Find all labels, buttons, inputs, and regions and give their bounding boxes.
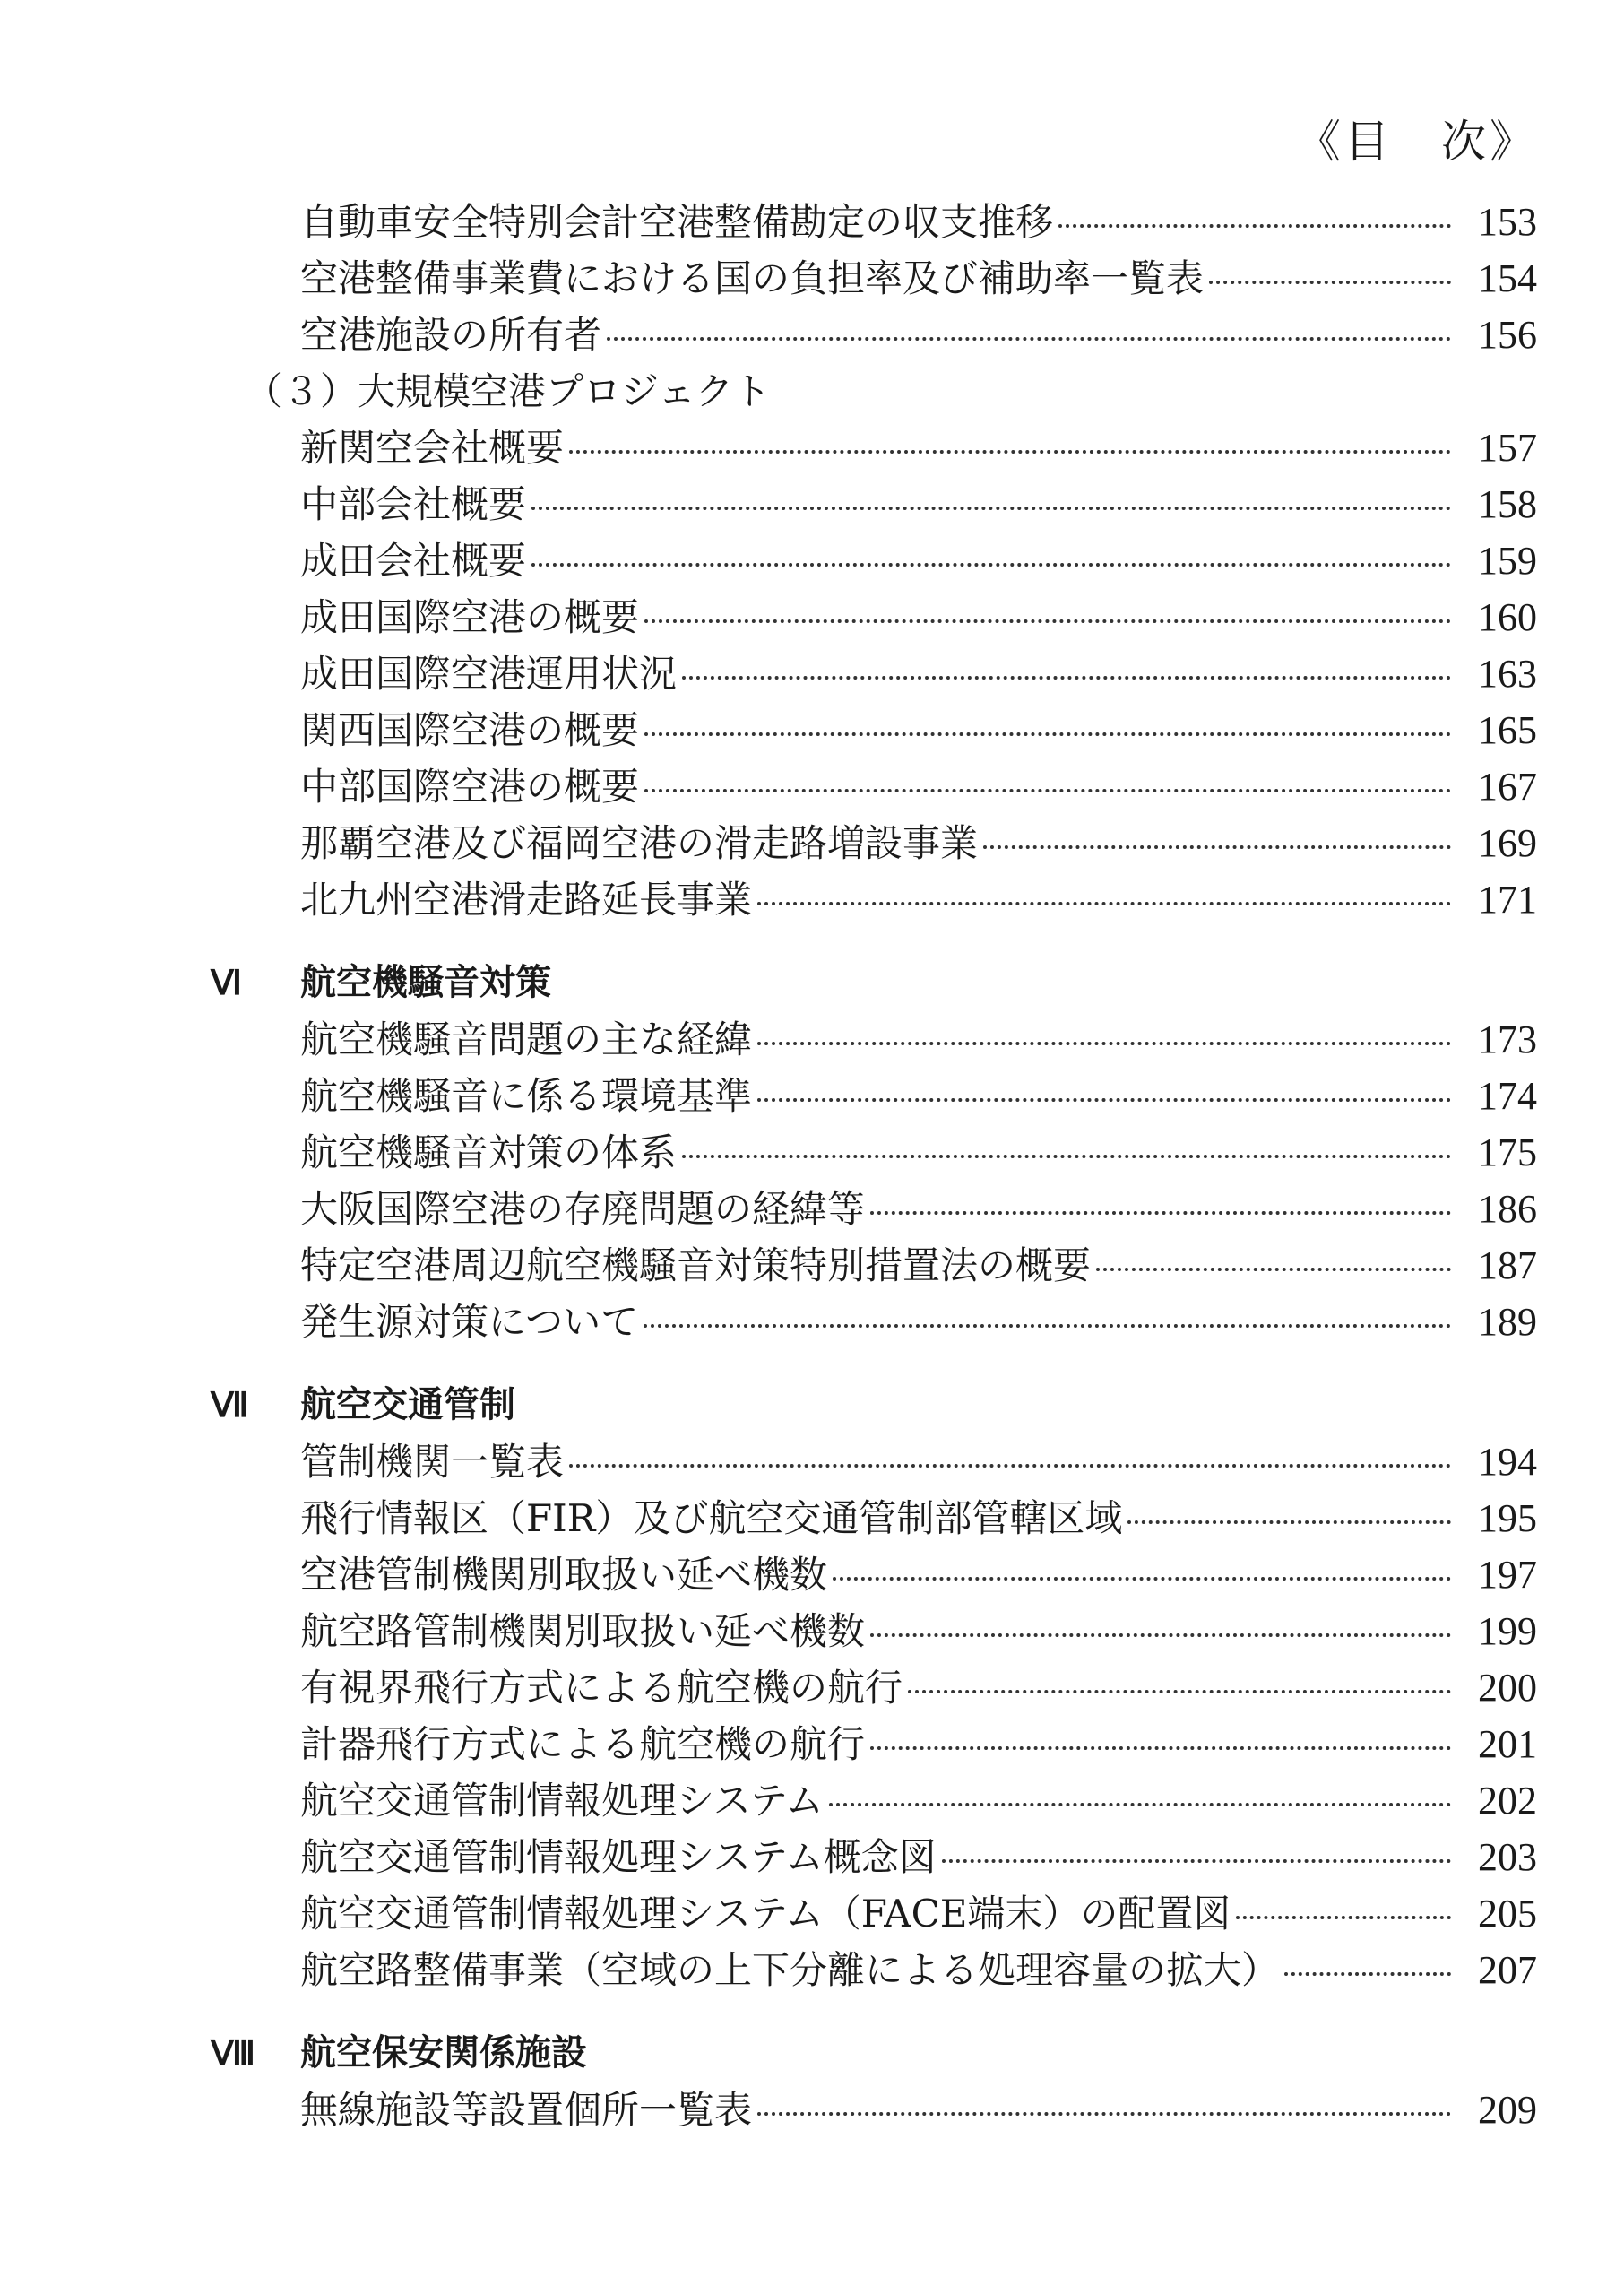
toc-entry-page: 187 bbox=[1478, 1243, 1537, 1287]
toc-entry-title: 航空交通管制情報処理システム概念図 bbox=[300, 1835, 937, 1879]
section-heading bbox=[211, 954, 1537, 1010]
dot-leader bbox=[757, 2111, 1451, 2116]
toc-entry-page: 207 bbox=[1478, 1948, 1537, 1992]
dot-leader bbox=[908, 1689, 1451, 1693]
toc-entry bbox=[211, 1236, 1537, 1293]
toc-entry-page: 173 bbox=[1478, 1018, 1537, 1061]
dot-leader bbox=[870, 1210, 1451, 1215]
toc-entry-page: 201 bbox=[1478, 1722, 1537, 1766]
dot-leader bbox=[983, 844, 1451, 849]
toc-entry-page: 163 bbox=[1478, 652, 1537, 696]
toc-entry bbox=[211, 1489, 1537, 1546]
dot-leader bbox=[829, 1802, 1451, 1806]
toc-entry bbox=[211, 532, 1537, 588]
toc-entry-title: 空港管制機関別取扱い延べ機数 bbox=[300, 1553, 828, 1597]
toc-entry bbox=[211, 2081, 1537, 2137]
toc-entry-page: 154 bbox=[1478, 256, 1537, 300]
toc-entry-page: 194 bbox=[1478, 1440, 1537, 1484]
toc-entry bbox=[211, 645, 1537, 701]
toc-entry bbox=[211, 475, 1537, 532]
toc-entry bbox=[211, 1658, 1537, 1715]
toc-entry bbox=[211, 1828, 1537, 1884]
toc-entry bbox=[211, 814, 1537, 870]
toc-entry-title: 空港施設の所有者 bbox=[300, 313, 602, 357]
toc-entry-title: 自動車安全特別会計空港整備勘定の収支推移 bbox=[300, 200, 1054, 244]
toc-entry bbox=[211, 249, 1537, 306]
toc-entry-title: 大阪国際空港の存廃問題の経緯等 bbox=[300, 1187, 866, 1231]
toc-entry-title: 那覇空港及び福岡空港の滑走路増設事業 bbox=[300, 821, 979, 865]
dot-leader bbox=[644, 1323, 1451, 1328]
toc-entry-title: 管制機関一覧表 bbox=[300, 1440, 565, 1484]
dot-leader bbox=[644, 619, 1451, 623]
page-header: 《目 次》 bbox=[1296, 116, 1538, 168]
toc-entry-title: 中部会社概要 bbox=[300, 482, 527, 526]
toc-entry-title: 北九州空港滑走路延長事業 bbox=[300, 878, 753, 922]
dot-leader bbox=[682, 675, 1451, 680]
section-numeral: Ⅷ bbox=[211, 2035, 256, 2073]
dot-leader bbox=[1284, 1971, 1451, 1976]
toc-entry-title: 成田国際空港運用状況 bbox=[300, 652, 678, 696]
toc-entry bbox=[211, 1067, 1537, 1123]
toc-entry-page: 160 bbox=[1478, 595, 1537, 639]
toc-entry bbox=[211, 1433, 1537, 1489]
toc-entry bbox=[211, 1180, 1537, 1236]
toc-entry-page: 175 bbox=[1478, 1130, 1537, 1174]
toc-entry-title: 有視界飛行方式による航空機の航行 bbox=[300, 1666, 903, 1710]
toc-entry-title: 新関空会社概要 bbox=[300, 426, 565, 470]
section-heading bbox=[211, 1376, 1537, 1433]
subsection-label: （３）大規模空港プロジェクト bbox=[245, 369, 772, 413]
toc-entry bbox=[211, 1546, 1537, 1602]
subsection-heading bbox=[211, 362, 1537, 419]
toc-entry-title: 航空交通管制情報処理システム bbox=[300, 1779, 824, 1823]
toc-entry-title: 空港整備事業費における国の負担率及び補助率一覧表 bbox=[300, 256, 1205, 300]
dot-leader bbox=[870, 1632, 1451, 1637]
toc-entry-page: 159 bbox=[1478, 539, 1537, 583]
toc-entry-page: 189 bbox=[1478, 1300, 1537, 1344]
toc-entry-page: 186 bbox=[1478, 1187, 1537, 1231]
dot-leader bbox=[757, 1097, 1451, 1102]
dot-leader bbox=[644, 788, 1451, 792]
toc-entry bbox=[211, 1293, 1537, 1349]
toc-entry bbox=[211, 193, 1537, 249]
dot-leader bbox=[569, 1463, 1451, 1468]
table-of-contents bbox=[211, 193, 1537, 2137]
toc-entry-title: 航空路管制機関別取扱い延べ機数 bbox=[300, 1609, 866, 1653]
section-title: 航空機騒音対策 bbox=[300, 962, 551, 1003]
section-numeral: Ⅵ bbox=[211, 965, 243, 1002]
toc-entry-title: 航空交通管制情報処理システム（FACE端末）の配置図 bbox=[300, 1892, 1231, 1936]
toc-entry-title: 発生源対策について bbox=[300, 1300, 639, 1344]
dot-leader bbox=[569, 449, 1451, 454]
toc-entry-title: 成田会社概要 bbox=[300, 539, 527, 583]
dot-leader bbox=[644, 732, 1451, 736]
toc-entry-page: 153 bbox=[1478, 200, 1537, 244]
toc-entry-page: 167 bbox=[1478, 765, 1537, 809]
section-heading bbox=[211, 2024, 1537, 2081]
toc-entry-page: 202 bbox=[1478, 1779, 1537, 1823]
toc-entry bbox=[211, 701, 1537, 758]
dot-leader bbox=[870, 1745, 1451, 1750]
toc-entry-title: 中部国際空港の概要 bbox=[300, 765, 640, 809]
dot-leader bbox=[682, 1154, 1451, 1158]
toc-entry-page: 200 bbox=[1478, 1666, 1537, 1710]
dot-leader bbox=[757, 901, 1451, 905]
toc-entry-page: 209 bbox=[1478, 2088, 1537, 2132]
dot-leader bbox=[1236, 1915, 1451, 1919]
toc-entry-title: 航空路整備事業（空域の上下分離による処理容量の拡大） bbox=[300, 1948, 1280, 1992]
toc-entry bbox=[211, 1123, 1537, 1180]
toc-entry-title: 航空機騒音対策の体系 bbox=[300, 1130, 678, 1174]
toc-entry-page: 158 bbox=[1478, 482, 1537, 526]
toc-entry bbox=[211, 419, 1537, 475]
section-title: 航空交通管制 bbox=[300, 1384, 515, 1425]
toc-entry bbox=[211, 1941, 1537, 1997]
toc-entry-title: 関西国際空港の概要 bbox=[300, 708, 640, 752]
toc-entry bbox=[211, 306, 1537, 362]
toc-entry-title: 特定空港周辺航空機騒音対策特別措置法の概要 bbox=[300, 1243, 1092, 1287]
toc-entry-title: 飛行情報区（FIR）及び航空交通管制部管轄区域 bbox=[300, 1496, 1123, 1540]
toc-entry bbox=[211, 870, 1537, 927]
dot-leader bbox=[531, 506, 1451, 510]
toc-entry-page: 165 bbox=[1478, 708, 1537, 752]
dot-leader bbox=[1209, 280, 1451, 284]
toc-entry-page: 156 bbox=[1478, 313, 1537, 357]
toc-entry bbox=[211, 1602, 1537, 1658]
dot-leader bbox=[531, 562, 1451, 567]
dot-leader bbox=[942, 1858, 1451, 1863]
dot-leader bbox=[833, 1576, 1451, 1581]
dot-leader bbox=[757, 1041, 1451, 1045]
toc-entry-page: 171 bbox=[1478, 878, 1537, 922]
toc-entry-page: 197 bbox=[1478, 1553, 1537, 1597]
toc-entry bbox=[211, 1771, 1537, 1828]
toc-entry-page: 174 bbox=[1478, 1074, 1537, 1118]
toc-entry-page: 203 bbox=[1478, 1835, 1537, 1879]
toc-entry bbox=[211, 1884, 1537, 1941]
toc-entry-title: 航空機騒音問題の主な経緯 bbox=[300, 1018, 753, 1061]
dot-leader bbox=[607, 336, 1451, 341]
toc-entry-page: 205 bbox=[1478, 1892, 1537, 1936]
toc-entry-title: 無線施設等設置個所一覧表 bbox=[300, 2088, 753, 2132]
dot-leader bbox=[1058, 223, 1451, 228]
dot-leader bbox=[1127, 1520, 1451, 1524]
toc-entry-title: 成田国際空港の概要 bbox=[300, 595, 640, 639]
toc-entry-page: 199 bbox=[1478, 1609, 1537, 1653]
toc-entry-page: 169 bbox=[1478, 821, 1537, 865]
toc-entry bbox=[211, 588, 1537, 645]
section-title: 航空保安関係施設 bbox=[300, 2032, 587, 2074]
dot-leader bbox=[1096, 1267, 1451, 1271]
toc-entry bbox=[211, 1715, 1537, 1771]
toc-entry-title: 航空機騒音に係る環境基準 bbox=[300, 1074, 753, 1118]
toc-entry bbox=[211, 1010, 1537, 1067]
toc-entry-title: 計器飛行方式による航空機の航行 bbox=[300, 1722, 866, 1766]
section-numeral: Ⅶ bbox=[211, 1387, 249, 1425]
toc-entry-page: 195 bbox=[1478, 1496, 1537, 1540]
toc-entry-page: 157 bbox=[1478, 426, 1537, 470]
toc-entry bbox=[211, 758, 1537, 814]
